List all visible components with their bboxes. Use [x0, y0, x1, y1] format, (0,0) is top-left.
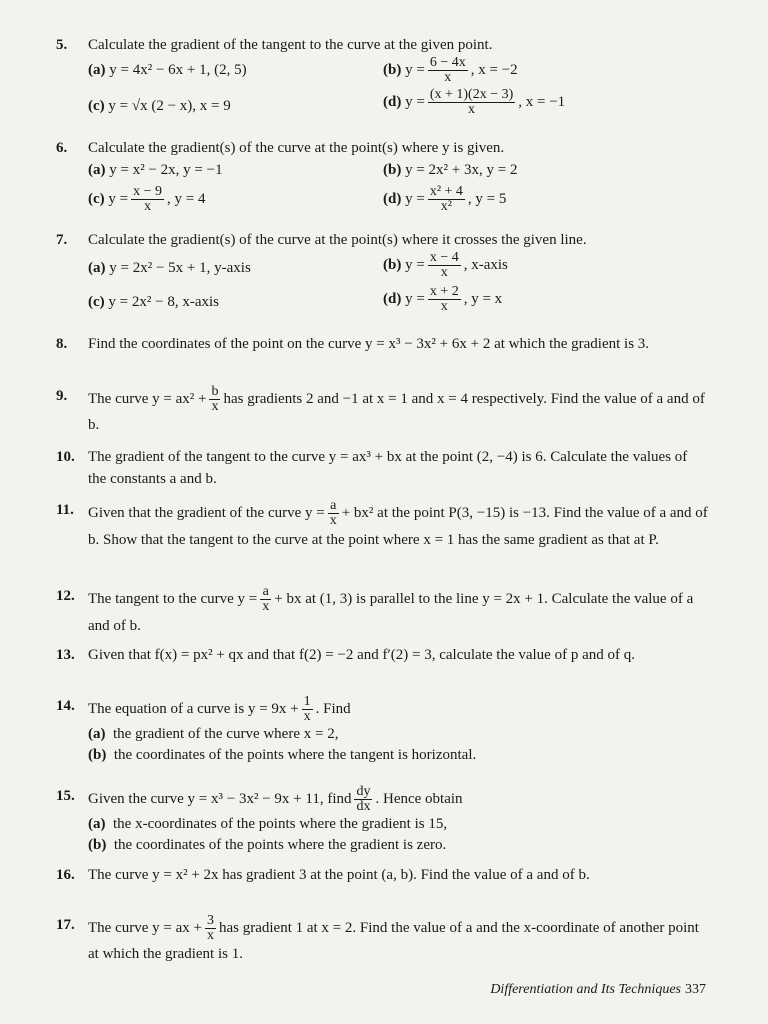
fraction: $\frac{1}{x}$ [303, 694, 311, 724]
question-text: Calculate the gradient(s) of the curve at the point(s) where it crosses the given line. [88, 232, 587, 248]
question-number: 15. [56, 788, 75, 804]
chapter-title: Differentiation and Its Techniques [490, 982, 681, 997]
fraction: $\frac{a}{x}$ [262, 584, 270, 614]
fraction: $\frac{x + 2}{x}$ [429, 284, 459, 315]
question-number: 6. [56, 140, 68, 156]
question-parts [88, 159, 708, 221]
question-text: The curve y = x² + 2x has gradient 3 at the point (a, b). Find the value of a and of b. [88, 867, 590, 883]
part-d: (d) y = $\frac{(x + 1)(2x - 3)}{x}$ , x = −1 [383, 87, 566, 118]
fraction: $\frac{6 - 4x}{x}$ [429, 55, 466, 86]
sub-part-b: (b) the coordinates of the points where the tangent is horizontal. [88, 747, 477, 763]
fraction: $\frac{dy}{dx}$ [356, 784, 371, 814]
part-a: (a) y = 2x² − 5x + 1, y-axis [88, 260, 251, 276]
part-b: (b) y = $\frac{6 - 4x}{x}$ , x = −2 [383, 55, 518, 86]
question-16 [58, 864, 708, 886]
question-13 [58, 644, 708, 666]
question-text: Given that the gradient of the curve y = $\frac{a}{x}$ + bx² at the point P(3, −15) is −13. Find the value of a and of b. Show that the tangent to the curve at the point where x = 1 has the same gradient as that at P. [88, 498, 708, 548]
question-number: 5. [56, 37, 68, 53]
part-d: (d) y = $\frac{\text{x² + 4}}{\text{x²}}$ , y = 5 [383, 184, 507, 215]
question-17 [58, 914, 708, 965]
sub-part-a: (a) the x-coordinates of the points where the gradient is 15, [88, 816, 448, 832]
fraction: $\frac{x - 9}{x}$ [133, 184, 163, 215]
question-text: Calculate the gradient(s) of the curve at the point(s) where y is given. [88, 140, 505, 156]
part-c: (c) y = 2x² − 8, x-axis [88, 294, 219, 310]
fraction: $\frac{a}{x}$ [329, 498, 337, 528]
question-10 [58, 446, 708, 490]
question-number: 17. [56, 917, 75, 933]
question-number: 9. [56, 388, 68, 404]
question-text: The equation of a curve is y = 9x + $\frac{1}{x}$ . Find [88, 694, 351, 724]
fraction: $\frac{(x + 1)(2x - 3)}{x}$ [429, 87, 514, 118]
question-text: Given the curve y = x³ − 3x² − 9x + 11, find $\frac{dy}{dx}$ . Hence obtain [88, 784, 463, 814]
question-15 [58, 785, 708, 856]
question-number: 16. [56, 867, 75, 883]
part-a: (a) y = 4x² − 6x + 1, (2, 5) [88, 62, 247, 78]
question-text: Given that f(x) = px² + qx and that f(2) = −2 and f′(2) = 3, calculate the value of p and of q. [88, 647, 635, 663]
question-text: The curve y = ax + $\frac{3}{x}$ has gradient 1 at x = 2. Find the value of a and the x-coordinate of another point at which the gradient is 1. [88, 913, 699, 962]
page-number: 337 [685, 982, 706, 997]
part-c: (c) y = √x (2 − x), x = 9 [88, 98, 231, 114]
question-number: 12. [56, 588, 75, 604]
question-text: Find the coordinates of the point on the curve y = x³ − 3x² + 6x + 2 at which the gradient is 3. [88, 336, 650, 352]
question-5 [58, 34, 708, 124]
question-11 [58, 499, 708, 552]
part-b: (b) y = $\frac{x - 4}{x}$ , x-axis [383, 250, 508, 281]
fraction: $\frac{b}{x}$ [211, 384, 219, 414]
part-a: (a) y = x² − 2x, y = −1 [88, 162, 223, 178]
question-parts [88, 251, 708, 319]
question-number: 7. [56, 232, 68, 248]
question-number: 11. [56, 502, 74, 518]
question-text: The gradient of the tangent to the curve y = ax³ + bx at the point (2, −4) is 6. Calculate the values of the constants a and b. [88, 449, 688, 487]
part-c: (c) y = $\frac{x - 9}{x}$ , y = 4 [88, 184, 206, 215]
sub-part-b: (b) the coordinates of the points where the gradient is zero. [88, 837, 447, 853]
part-b: (b) y = 2x² + 3x, y = 2 [383, 162, 518, 178]
question-number: 10. [56, 449, 75, 465]
fraction: $\frac{3}{x}$ [206, 913, 214, 943]
question-9 [58, 385, 708, 436]
question-text: The tangent to the curve y = $\frac{a}{x}$ + bx at (1, 3) is parallel to the line y = 2x + 1. Calculate the value of a and of b. [88, 584, 694, 634]
part-d: (d) y = $\frac{x + 2}{x}$ , y = x [383, 284, 503, 315]
fraction: $\frac{\text{x² + 4}}{\text{x²}}$ [429, 184, 463, 215]
question-number: 8. [56, 336, 68, 352]
question-parts [88, 56, 708, 124]
page-footer [490, 982, 706, 998]
question-14 [58, 695, 708, 766]
question-12 [58, 585, 708, 639]
sub-part-a: (a) the gradient of the curve where x = 2, [88, 726, 339, 742]
question-7 [58, 229, 708, 319]
question-text: Calculate the gradient of the tangent to the curve at the given point. [88, 37, 493, 53]
question-number: 14. [56, 698, 75, 714]
question-text: The curve y = ax² + $\frac{b}{x}$ has gradients 2 and −1 at x = 1 and x = 4 respectively. Find the value of a and of b. [88, 384, 705, 433]
question-number: 13. [56, 647, 75, 663]
question-6 [58, 137, 708, 221]
fraction: $\frac{x - 4}{x}$ [429, 250, 459, 281]
question-8 [58, 333, 708, 355]
